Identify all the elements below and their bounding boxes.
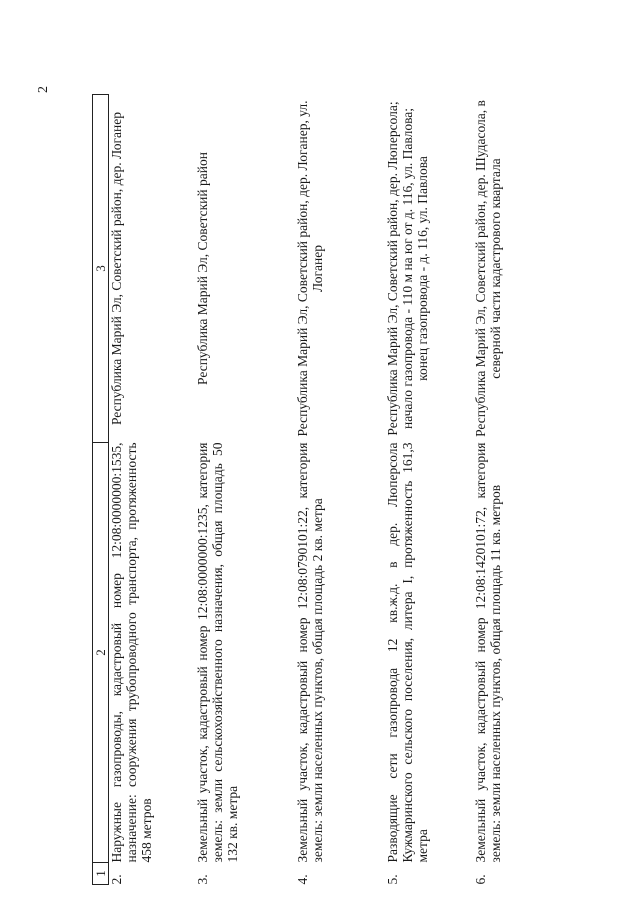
- table-row: [295, 95, 385, 885]
- table-row: [195, 95, 295, 885]
- column-header: 1: [93, 863, 109, 885]
- object-description: Земельный участок, кадастровый номер 12:08:0000000:1235, категория земель: земли сельскохозяйственного назначения, общая площадь 50 132 кв. метра: [195, 442, 240, 863]
- object-description: Разводящие сети газопровода 12 кв.ж.д. в дер. Люперсола Кужмаринского сельского поселения, литера I, протяженность 161,3 метра: [385, 442, 430, 863]
- column-header: 3: [93, 95, 109, 443]
- object-description: Наружные газопроводы, кадастровый номер 12:08:0000000:1535, назначение: сооружения трубопроводного транспорта, протяженность 458 метров: [109, 442, 154, 863]
- object-address: Республика Марий Эл, Советский район, дер. Люперсола; начало газопровода - 110 м на юг от д. 116, ул. Павлова; конец газопровода - д. 116, ул. Павлова: [385, 101, 430, 436]
- object-address: Республика Марий Эл, Советский район, дер. Логанер: [109, 111, 124, 426]
- object-address: Республика Марий Эл, Советский район, дер. Шудасола, в северной части кадастрового квартала: [473, 100, 503, 437]
- table-row: [385, 95, 473, 885]
- object-description: Земельный участок, кадастровый номер 12:08:0790101:22, категория земель: земли населенных пунктов, общая площадь 2 кв. метра: [295, 442, 325, 863]
- row-number: 3.: [195, 874, 210, 885]
- table-row: [109, 95, 196, 885]
- column-header: 2: [93, 443, 109, 863]
- object-description: Земельный участок, кадастровый номер 12:08:1420101:72, категория земель: земли населенных пунктов, общая площадь 11 кв. метров: [473, 442, 503, 863]
- row-number: 2.: [109, 874, 124, 885]
- table-row: [473, 95, 549, 885]
- page-number: 2: [36, 86, 51, 93]
- row-number: 5.: [385, 874, 400, 885]
- property-table: [92, 94, 549, 885]
- object-address: Республика Марий Эл, Советский район, дер. Логанер, ул. Логанер: [295, 100, 325, 437]
- row-number: 4.: [295, 874, 310, 885]
- table-header-row: [93, 95, 109, 885]
- object-address: Республика Марий Эл, Советский район: [195, 152, 210, 385]
- row-number: 6.: [473, 874, 488, 885]
